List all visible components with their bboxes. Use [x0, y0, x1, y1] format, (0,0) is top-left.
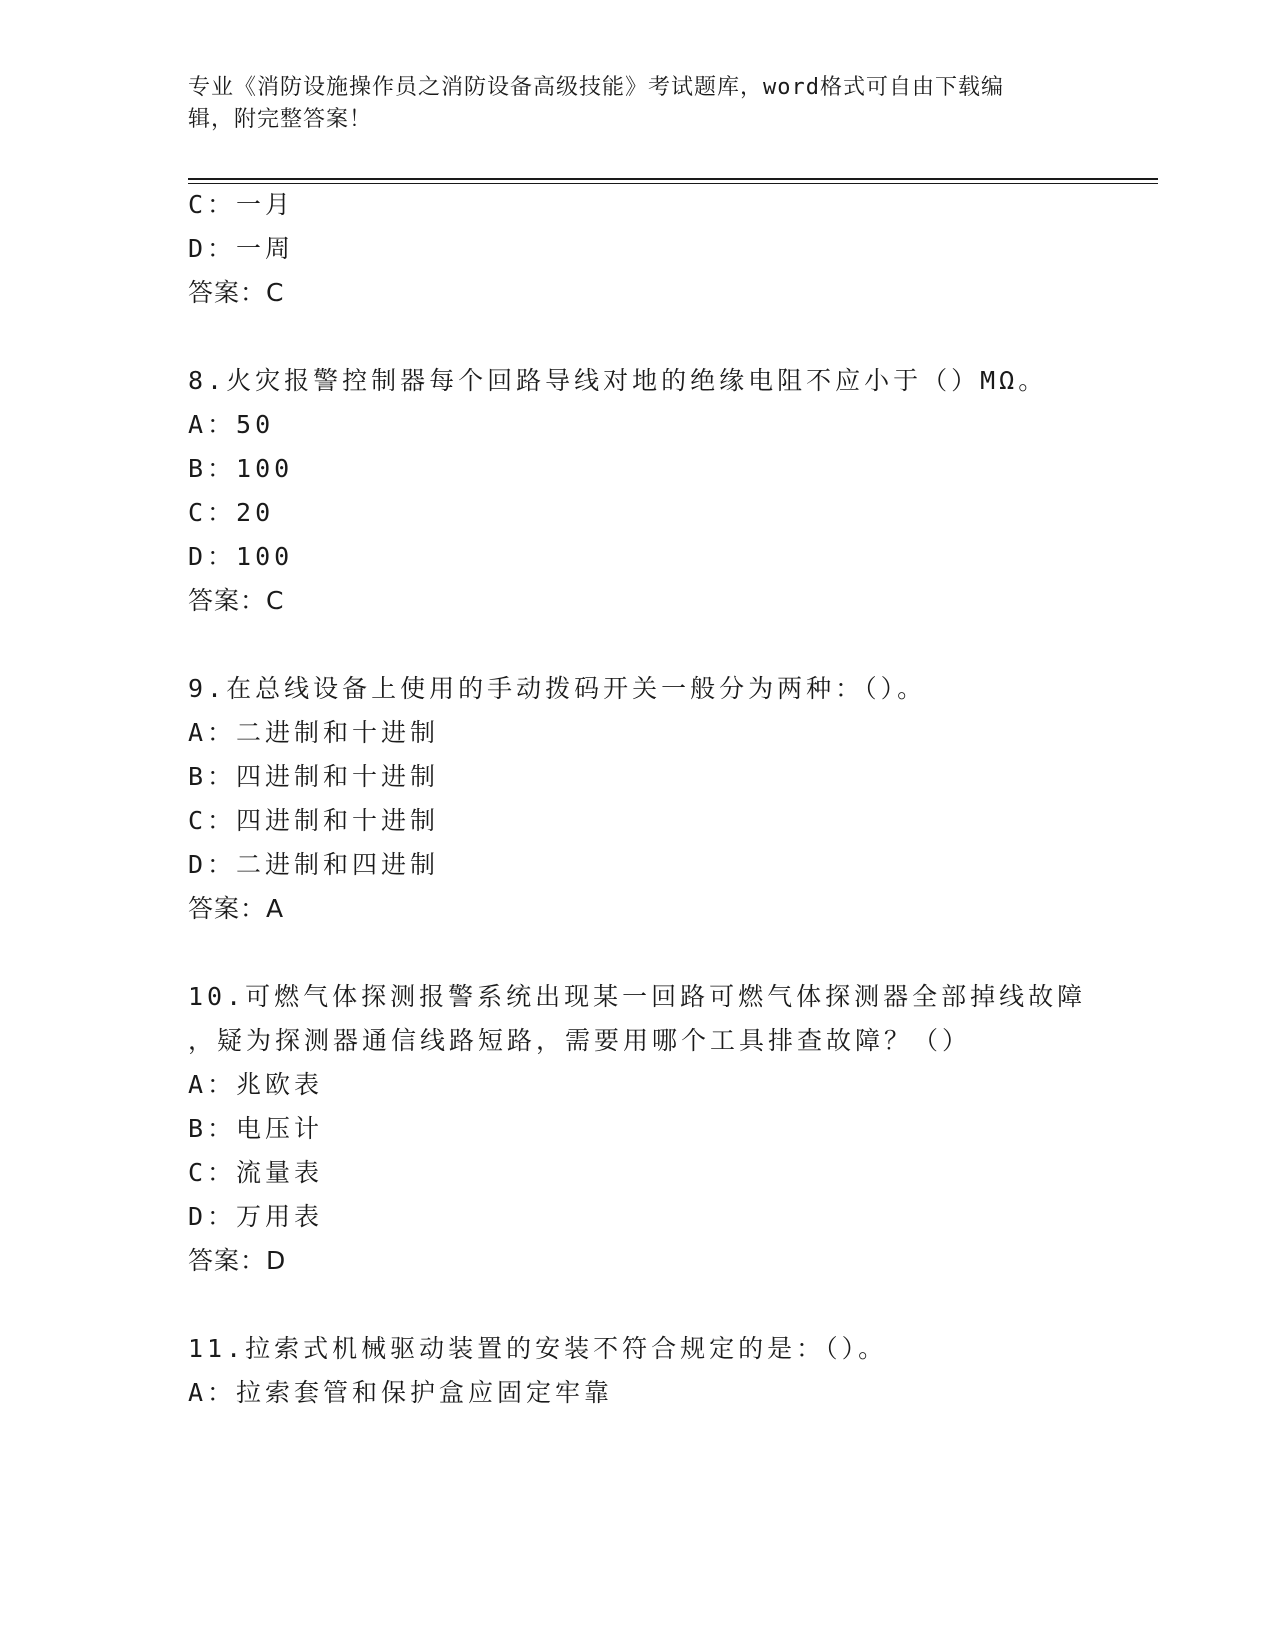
header-line-2: 辑，附完整答案！	[188, 107, 373, 132]
q7-answer: 答案：C	[188, 278, 285, 307]
q8-option-a: A：50	[188, 410, 275, 439]
q11-question: 11.拉索式机械驱动装置的安装不符合规定的是：（）。	[188, 1334, 888, 1363]
q9-option-d: D：二进制和四进制	[188, 850, 440, 879]
header-line-1: 专业《消防设施操作员之消防设备高级技能》考试题库，word格式可自由下载编	[188, 75, 1004, 100]
q10-question-line-2: ，疑为探测器通信线路短路，需要用哪个工具排查故障？（）	[188, 1026, 972, 1055]
header-divider-thin	[188, 183, 1158, 184]
header-divider-thick	[188, 178, 1158, 180]
q8-option-d: D：100	[188, 542, 294, 571]
q10-option-b: B：电压计	[188, 1114, 324, 1143]
q8-question: 8.火灾报警控制器每个回路导线对地的绝缘电阻不应小于（）MΩ。	[188, 366, 1048, 395]
q9-question: 9.在总线设备上使用的手动拨码开关一般分为两种：（）。	[188, 674, 927, 703]
q10-option-a: A：兆欧表	[188, 1070, 324, 1099]
q10-option-c: C：流量表	[188, 1158, 324, 1187]
q9-option-a: A：二进制和十进制	[188, 718, 440, 747]
q9-option-c: C：四进制和十进制	[188, 806, 440, 835]
q9-option-b: B：四进制和十进制	[188, 762, 440, 791]
q9-answer: 答案：A	[188, 894, 285, 923]
q7-option-d: D：一周	[188, 234, 295, 263]
q8-option-c: C：20	[188, 498, 275, 527]
q10-question-line-1: 10.可燃气体探测报警系统出现某一回路可燃气体探测器全部掉线故障	[188, 982, 1087, 1011]
q10-answer: 答案：D	[188, 1246, 287, 1275]
document-header	[188, 72, 1078, 136]
q7-option-c: C：一月	[188, 190, 295, 219]
q8-option-b: B：100	[188, 454, 294, 483]
q11-option-a: A：拉索套管和保护盒应固定牢靠	[188, 1378, 614, 1407]
q10-option-d: D：万用表	[188, 1202, 324, 1231]
q8-answer: 答案：C	[188, 586, 285, 615]
